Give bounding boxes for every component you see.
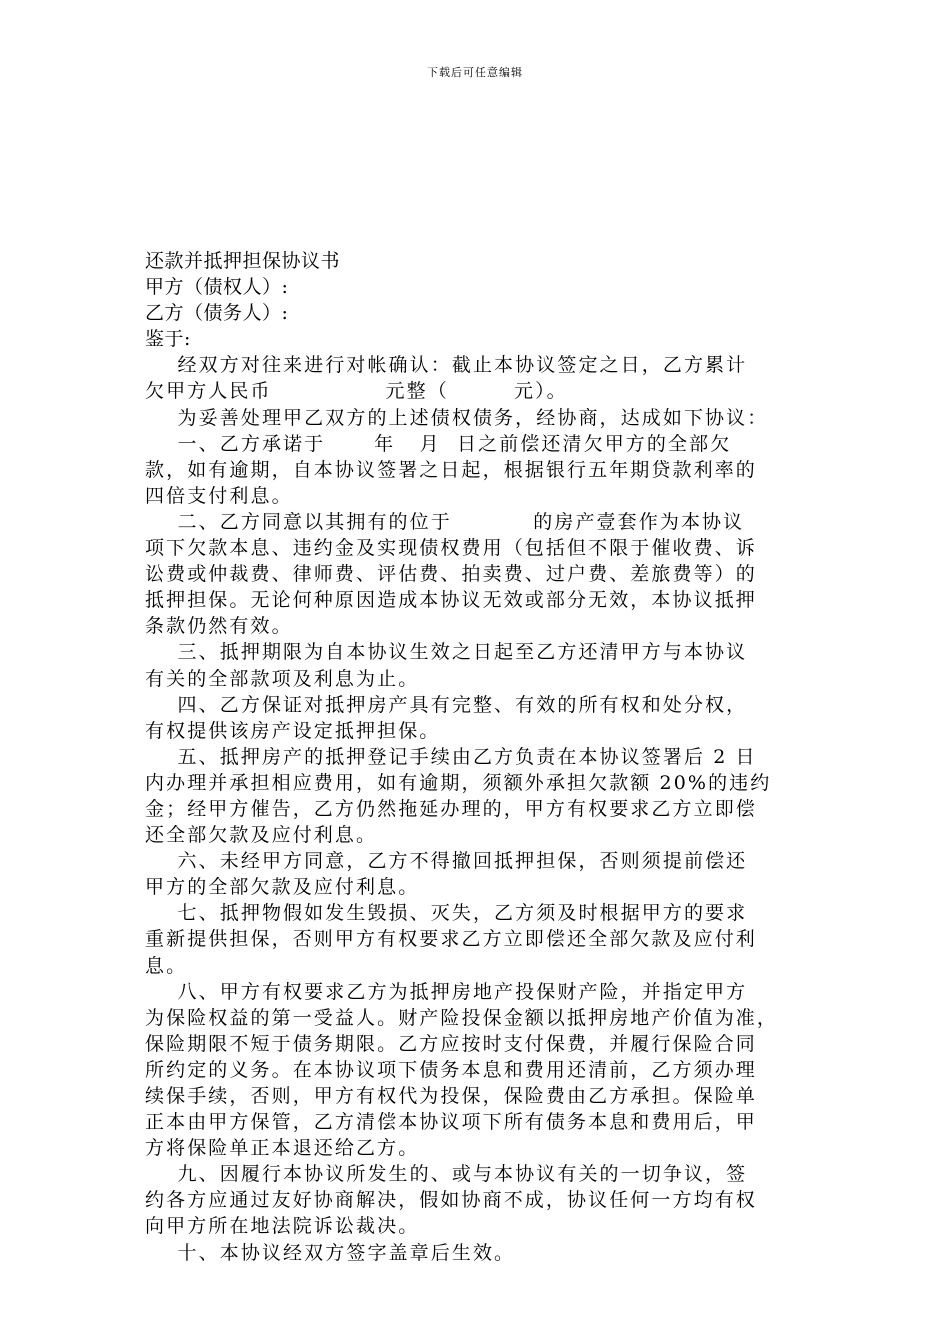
agreement-paragraph <box>145 352 810 404</box>
document-body <box>145 248 810 1266</box>
paragraph-line: 讼费或仲裁费、律师费、评估费、拍卖费、过户费、差旅费等）的 <box>145 563 757 586</box>
document-title: 还款并抵押担保协议书 <box>145 250 341 272</box>
agreement-paragraph <box>145 900 810 978</box>
paragraph-line: 五、抵押房产的抵押登记手续由乙方负责在本协议签署后 2 日 <box>145 745 757 768</box>
agreement-paragraph <box>145 509 810 639</box>
paragraph-line: 正本由甲方保管，乙方清偿本协议项下所有债务本息和费用后，甲 <box>145 1111 757 1134</box>
paragraph-line: 欠甲方人民币 元整（ 元）。 <box>145 380 568 403</box>
paragraph-line: 七、抵押物假如发生毁损、灭失，乙方须及时根据甲方的要求 <box>145 902 748 925</box>
header-note: 下载后可任意编辑 <box>427 66 523 79</box>
paragraph-line: 还全部欠款及应付利息。 <box>145 824 378 847</box>
paragraph-line: 为保险权益的第一受益人。财产险投保金额以抵押房地产价值为准， <box>145 1006 779 1029</box>
paragraph-line: 续保手续，否则，甲方有权代为投保，保险费由乙方承担。保险单 <box>145 1085 757 1107</box>
agreement-paragraph <box>145 639 810 691</box>
agreement-paragraph <box>145 431 810 509</box>
paragraph-line: 所约定的义务。在本协议项下债务本息和费用还清前，乙方须办理 <box>145 1058 757 1081</box>
paragraph-line: 三、抵押期限为自本协议生效之日起至乙方还清甲方与本协议 <box>145 641 748 664</box>
party-a-label: 甲方（债权人）: <box>145 276 289 299</box>
agreement-paragraph <box>145 979 810 1162</box>
agreement-paragraph <box>145 405 810 431</box>
paragraph-line: 有权提供该房产设定抵押担保。 <box>145 719 441 742</box>
paragraph-line: 向甲方所在地法院诉讼裁决。 <box>145 1215 420 1238</box>
paragraph-line: 保险期限不短于债务期限。乙方应按时支付保费，并履行保险合同 <box>145 1032 757 1055</box>
paragraph-line: 内办理并承担相应费用，如有逾期，须额外承担欠款额 20%的违约 <box>145 771 772 794</box>
agreement-paragraph <box>145 848 810 900</box>
agreement-paragraph <box>145 692 810 744</box>
paragraph-line: 条款仍然有效。 <box>145 615 293 638</box>
paragraph-line: 金；经甲方催告，乙方仍然拖延办理的，甲方有权要求乙方立即偿 <box>145 797 757 820</box>
paragraph-line: 十、本协议经双方签字盖章后生效。 <box>145 1241 516 1264</box>
agreement-paragraph <box>145 1240 810 1266</box>
paragraph-line: 二、乙方同意以其拥有的位于 的房产壹套作为本协议 <box>145 510 745 533</box>
paragraph-line: 方将保险单正本退还给乙方。 <box>145 1137 420 1160</box>
paragraph-line: 六、未经甲方同意，乙方不得撤回抵押担保，否则须提前偿还 <box>145 850 748 873</box>
paragraph-line: 四、乙方保证对抵押房产具有完整、有效的所有权和处分权， <box>145 693 748 716</box>
whereas-label: 鉴于: <box>145 328 191 351</box>
paragraph-line: 为妥善处理甲乙双方的上述债权债务，经协商，达成如下协议： <box>145 406 769 429</box>
paragraph-line: 甲方的全部欠款及应付利息。 <box>145 876 420 899</box>
paragraph-line: 有关的全部款项及利息为止。 <box>145 667 420 690</box>
paragraph-line: 经双方对往来进行对帐确认：截止本协议签定之日，乙方累计 <box>145 354 748 377</box>
paragraph-line: 重新提供担保，否则甲方有权要求乙方立即偿还全部欠款及应付利 <box>145 928 757 951</box>
paragraph-line: 项下欠款本息、违约金及实现债权费用（包括但不限于催收费、诉 <box>145 537 757 560</box>
party-b-label: 乙方（债务人）: <box>145 302 289 325</box>
paragraph-line: 约各方应通过友好协商解决，假如协商不成，协议任何一方均有权 <box>145 1189 757 1212</box>
paragraph-line: 息。 <box>145 954 188 977</box>
agreement-paragraph <box>145 1161 810 1239</box>
paragraph-line: 一、乙方承诺于 年 月 日之前偿还清欠甲方的全部欠 <box>145 432 732 455</box>
paragraph-line: 抵押担保。无论何种原因造成本协议无效或部分无效，本协议抵押 <box>145 589 757 612</box>
agreement-paragraph <box>145 744 810 848</box>
paragraph-line: 四倍支付利息。 <box>145 484 293 507</box>
paragraph-line: 九、因履行本协议所发生的、或与本协议有关的一切争议，签 <box>145 1163 748 1186</box>
paragraph-line: 八、甲方有权要求乙方为抵押房地产投保财产险，并指定甲方 <box>145 980 748 1003</box>
agreement-paragraphs <box>145 352 810 1265</box>
paragraph-line: 款，如有逾期，自本协议签署之日起，根据银行五年期贷款利率的 <box>145 458 757 481</box>
